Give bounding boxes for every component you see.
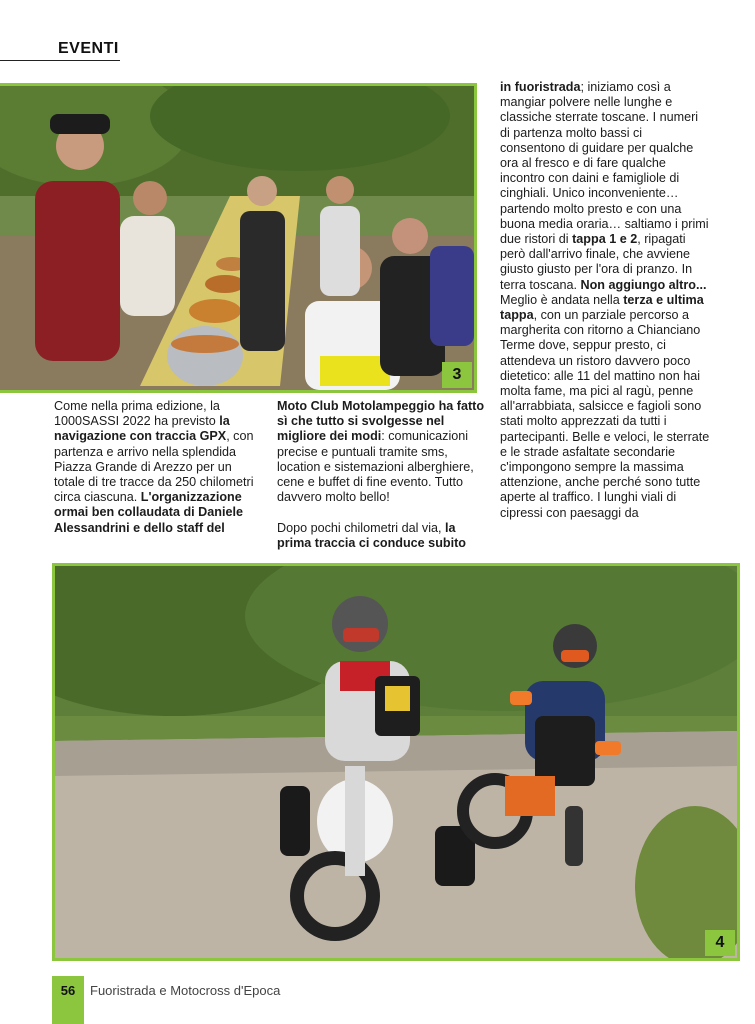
text-run-bold: la prima traccia ci conduce subito (277, 520, 466, 550)
motorcycles-scene-illustration (55, 566, 737, 958)
photo-number-badge: 4 (705, 930, 735, 956)
photo-number-badge: 3 (442, 362, 472, 388)
text-run-bold: Non aggiungo altro... (580, 277, 707, 292)
buffet-scene-illustration (0, 86, 474, 390)
photo-motorcycles (52, 563, 740, 961)
text-run: Dopo pochi chilometri dal via, (277, 520, 442, 535)
text-column-3 (500, 80, 710, 521)
photo-buffet (0, 83, 477, 393)
text-run-bold: tappa 1 e 2 (572, 232, 638, 247)
text-run: , con un parziale percorso a margherita con ritorno a Chianciano Terme dove, seppur presto, ci attendeva un ristoro davvero poco dietetico: alle 11 del mattino non hai molta fame, ma pici al ragù, penne all'arrabbiata, salsicce e fagioli sono stati molto apprezzati da tutti i partecipanti. Belle e veloci, le sterrate e le strade asfaltate secondarie c'impongono sempre la massima attenzione, anche perché sono tutte aperte al traffico. I lunghi viali di cipressi con paesaggi da (500, 308, 710, 520)
text-column-2 (277, 399, 487, 551)
text-column-1 (54, 399, 264, 536)
section-rule (0, 60, 120, 61)
paragraph (54, 399, 264, 536)
text-run-bold: la navigazione con traccia GPX (54, 414, 230, 444)
text-run-bold: Moto Club Motolampeggio ha fatto sì che tutto si svolgesse nel migliore dei modi (277, 399, 485, 444)
text-run: , con partenza e arrivo nella splendida Piazza Grande di Arezzo per un totale di tre tracce da 250 chilometri circa ciascuna. (54, 429, 254, 505)
text-run: , ripagati però dall'arrivo finale, che avviene giusto giusto per l'ora di pranzo. In terra toscana. (500, 232, 693, 292)
text-run: Come nella prima edizione, la 1000SASSI 2022 ha previsto (54, 399, 220, 429)
paragraph (277, 521, 487, 551)
text-run-bold: terza e ultima tappa (500, 292, 704, 323)
paragraph (500, 80, 710, 293)
section-title: EVENTI (58, 40, 119, 57)
text-run: Meglio è andata nella (500, 292, 620, 307)
paragraph (500, 293, 710, 521)
text-run: : comunicazioni precise e puntuali tramite sms, location e sistemazioni alberghiere, cene e buffet di fine evento. Tutto davvero molto bello! (277, 429, 474, 505)
text-run-bold: L'organizzazione ormai ben collaudata di Daniele Alessandrini e dello staff del (54, 490, 243, 535)
paragraph (277, 399, 487, 505)
magazine-name: Fuoristrada e Motocross d'Epoca (90, 983, 281, 998)
text-run-bold: in fuoristrada (500, 80, 581, 94)
page-number: 56 (60, 983, 76, 998)
text-run: ; iniziamo così a mangiar polvere nelle lunghe e classiche sterrate toscane. I numeri di partenza molto bassi ci consentono di guidare per qualche ora al fresco e di fare qualche incontro con daini e famigliole di cinghiali. Unico inconveniente… partendo molto presto e con una buona media oraria… saltiamo i primi due ristori di (500, 80, 709, 247)
